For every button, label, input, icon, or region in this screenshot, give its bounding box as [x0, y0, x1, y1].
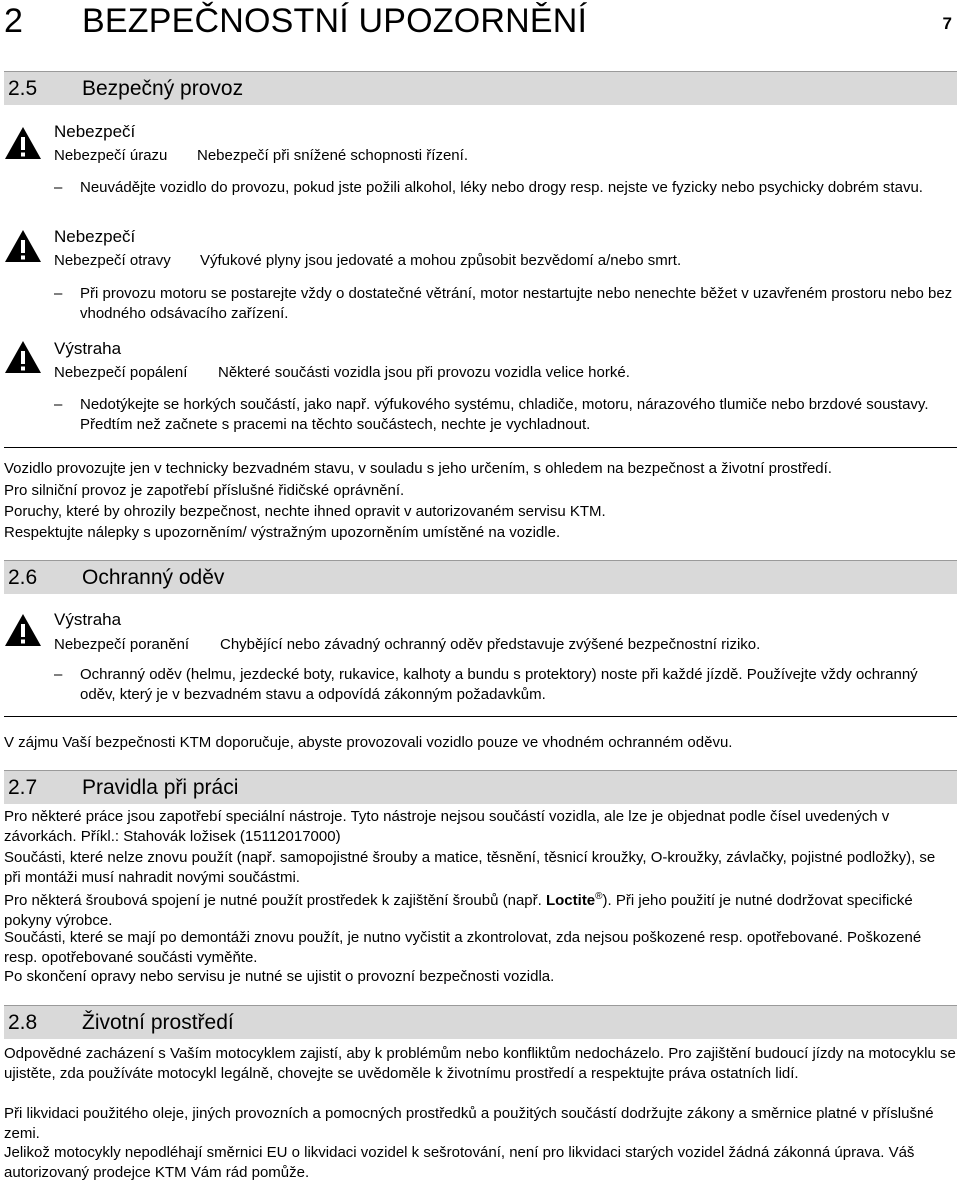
section-number: 2.5 — [8, 77, 38, 100]
hazard-text: Nebezpečí při snížené schopnosti řízení. — [197, 147, 468, 164]
paragraph: Poruchy, které by ohrozily bezpečnost, nechte ihned opravit v autorizovaném servisu KTM. — [4, 503, 606, 520]
paragraph: Součásti, které nelze znovu použít (např. samopojistné šrouby a matice, těsnění, těsnicí kroužky, O-kroužky, závlačky, pojistné podložky), se při montáži musí nahradit novými součástmi. — [4, 849, 936, 886]
section-title: Pravidla při práci — [82, 776, 239, 799]
section-title: Životní prostředí — [82, 1011, 234, 1034]
section-title: Ochranný oděv — [82, 566, 225, 589]
bullet-text: Ochranný oděv (helmu, jezdecké boty, rukavice, kalhoty a bundu s protektory) noste při každé jízdě. Používejte vždy ochranný oděv, který je v bezvadném stavu a odpovídá zákonným požadavkům. — [80, 666, 918, 703]
warning-title: Nebezpečí — [54, 122, 136, 141]
section-header-2-7 — [4, 770, 957, 804]
warning-triangle-icon — [4, 613, 42, 647]
hazard-text: Některé součásti vozidla jsou při provozu vozidla velice horké. — [218, 364, 630, 381]
section-number: 2.6 — [8, 566, 38, 589]
paragraph: Při likvidaci použitého oleje, jiných provozních a pomocných prostředků a použitých součástí dodržujte zákony a směrnice platné v příslušné zemi. — [4, 1105, 934, 1142]
warning-triangle-icon — [4, 126, 42, 160]
bullet-item — [54, 178, 954, 198]
divider — [4, 447, 957, 448]
paragraph-text: Pro některá šroubová spojení je nutné použít prostředek k zajištění šroubů (např. — [4, 892, 546, 909]
bullet-item — [54, 665, 954, 705]
hazard-label: Nebezpečí úrazu — [54, 147, 168, 164]
hazard-text: Výfukové plyny jsou jedovaté a mohou způsobit bezvědomí a/nebo smrt. — [200, 252, 682, 269]
paragraph: Jelikož motocykly nepodléhají směrnici EU o likvidaci vozidel k sešrotování, není pro likvidaci starých vozidel žádná zákonná úprava. Váš autorizovaný prodejce KTM Vám rád pomůže. — [4, 1144, 915, 1181]
hazard-line — [54, 250, 681, 272]
chapter-title: BEZPEČNOSTNÍ UPOZORNĚNÍ — [82, 2, 588, 40]
warning-triangle-icon — [4, 340, 42, 374]
bullet-text: Při provozu motoru se postarejte vždy o dostatečné větrání, motor nestartujte nebo nenechte běžet v uzavřeném prostoru nebo bez vhodného odsávacího zařízení. — [80, 285, 953, 322]
paragraph: V zájmu Vaší bezpečnosti KTM doporučuje, abyste provozovali vozidlo pouze ve vhodném ochranném oděvu. — [4, 734, 733, 751]
divider — [4, 716, 957, 717]
hazard-line — [54, 145, 468, 167]
chapter-number: 2 — [4, 2, 24, 40]
paragraph: Pro některé práce jsou zapotřebí speciální nástroje. Tyto nástroje nejsou součástí vozidla, ale lze je objednat podle čísel uvedených v závorkách. Příkl.: Stahovák ložisek (15112017000) — [4, 808, 890, 845]
registered-mark: ® — [595, 891, 603, 902]
warning-triangle-icon — [4, 229, 42, 263]
warning-title: Nebezpečí — [54, 227, 136, 246]
hazard-line — [54, 634, 760, 656]
paragraph: Součásti, které se mají po demontáži znovu použít, je nutno vyčistit a zkontrolovat, zda nejsou poškozené resp. opotřebované. Poškozené resp. opotřebované součásti vyměňte. — [4, 929, 922, 966]
bullet-dash: – — [54, 666, 63, 683]
section-title: Bezpečný provoz — [82, 77, 244, 100]
section-number: 2.7 — [8, 776, 38, 799]
paragraph-text: ). Při jeho použití je nutné dodržovat specifické pokyny výrobce. — [4, 892, 913, 929]
page-number: 7 — [942, 14, 952, 33]
bullet-text: Neuvádějte vozidlo do provozu, pokud jste požili alkohol, léky nebo drogy resp. nejste ve fyzicky nebo psychicky dobrém stavu. — [80, 179, 923, 196]
bullet-dash: – — [54, 285, 63, 302]
paragraph: Odpovědné zacházení s Vaším motocyklem zajistí, aby k problémům nebo konfliktům nedocházelo. Pro zajištění budoucí jízdy na motocyklu se ujistěte, zda používáte motocykl legálně, chovejte se uvědoměle k životnímu prostředí a respektujte práva ostatních lidí. — [4, 1045, 956, 1082]
hazard-label: Nebezpečí popálení — [54, 364, 188, 381]
hazard-text: Chybějící nebo závadný ochranný oděv představuje zvýšené bezpečnostní riziko. — [220, 636, 761, 653]
product-name: Loctite — [545, 892, 596, 909]
paragraph — [4, 887, 956, 931]
section-number: 2.8 — [8, 1011, 38, 1034]
bullet-item — [54, 395, 954, 435]
bullet-text: Nedotýkejte se horkých součástí, jako např. výfukového systému, chladiče, motoru, nárazového tlumiče nebo brzdové soustavy. Předtím než začnete s pracemi na těchto součástech, nechte je vychladnout. — [80, 396, 929, 433]
paragraph: Vozidlo provozujte jen v technicky bezvadném stavu, v souladu s jeho určením, s ohledem na bezpečnost a životní prostředí. — [4, 460, 832, 477]
hazard-label: Nebezpečí poranění — [54, 636, 190, 653]
hazard-label: Nebezpečí otravy — [54, 252, 171, 269]
paragraph: Pro silniční provoz je zapotřebí příslušné řidičské oprávnění. — [4, 482, 405, 499]
chapter-heading — [4, 2, 587, 41]
hazard-line — [54, 362, 630, 384]
warning-title: Výstraha — [54, 610, 122, 629]
section-header-2-8 — [4, 1005, 957, 1039]
bullet-item — [54, 284, 954, 324]
paragraph: Po skončení opravy nebo servisu je nutné se ujistit o provozní bezpečnosti vozidla. — [4, 968, 555, 985]
section-header-2-5 — [4, 71, 957, 105]
section-header-2-6 — [4, 560, 957, 594]
warning-title: Výstraha — [54, 339, 122, 358]
paragraph: Respektujte nálepky s upozorněním/ výstražným upozorněním umístěné na vozidle. — [4, 524, 561, 541]
bullet-dash: – — [54, 179, 63, 196]
bullet-dash: – — [54, 396, 63, 413]
